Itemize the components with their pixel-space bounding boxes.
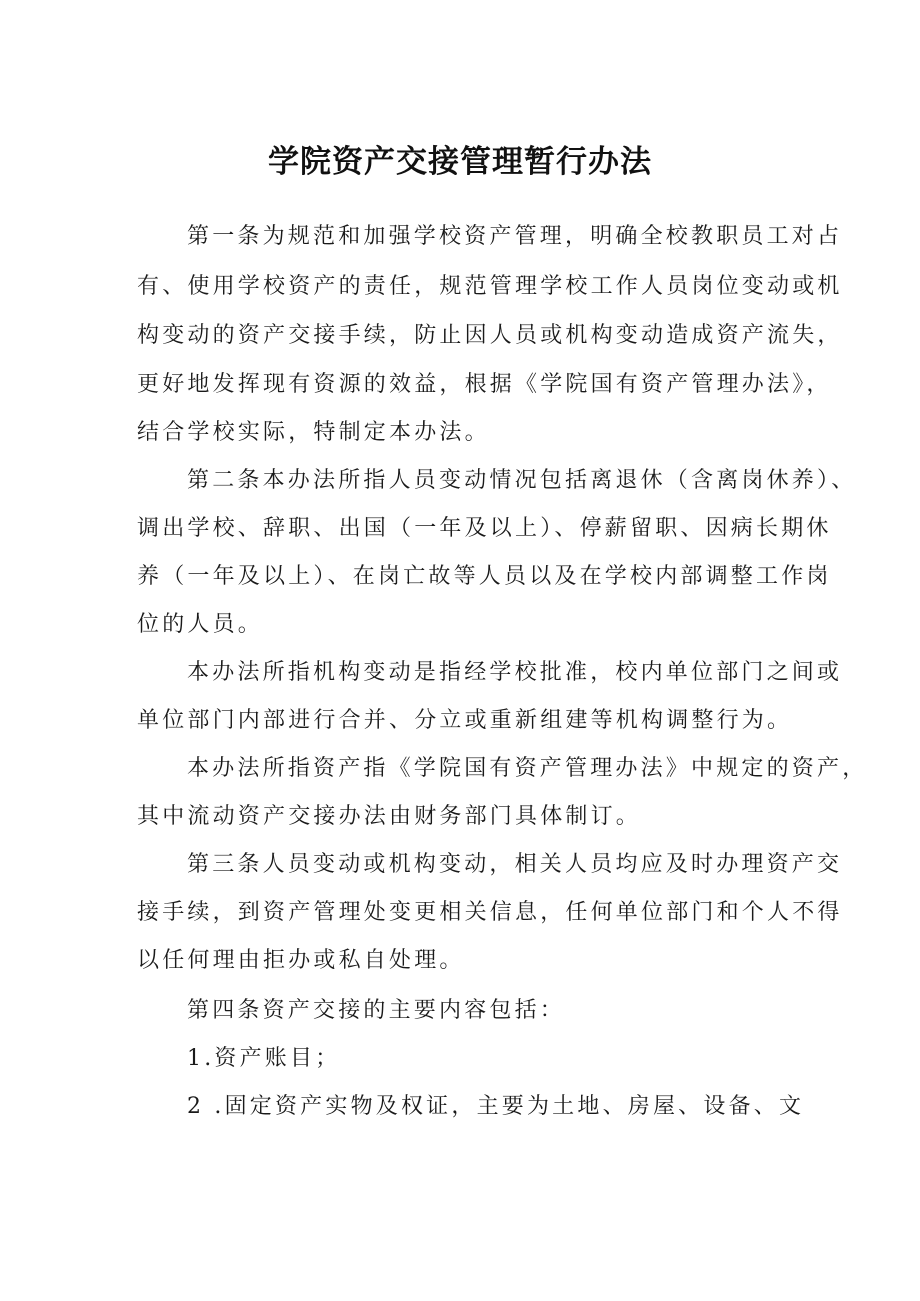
text-line: 本办法所指机构变动是指经学校批准，校内单位部门之间或 bbox=[187, 660, 843, 685]
text-line: 第一条为规范和加强学校资产管理，明确全校教职员工对占 bbox=[187, 224, 843, 249]
text-line: 位的人员。 bbox=[137, 612, 264, 637]
text-line: 本办法所指资产指《学院国有资产管理办法》中规定的资产， bbox=[187, 756, 868, 781]
text-line: 构变动的资产交接手续，防止因人员或机构变动造成资产流失， bbox=[137, 323, 843, 348]
text-line: 第四条资产交接的主要内容包括： bbox=[187, 998, 566, 1023]
text-line: 第三条人员变动或机构变动，相关人员均应及时办理资产交 bbox=[187, 852, 843, 877]
text-line: 其中流动资产交接办法由财务部门具体制订。 bbox=[137, 804, 642, 829]
text-line: 以任何理由拒办或私自处理。 bbox=[137, 948, 465, 973]
text-line: 接手续，到资产管理处变更相关信息，任何单位部门和个人不得 bbox=[137, 900, 843, 925]
text-line: 有、使用学校资产的责任，规范管理学校工作人员岗位变动或机 bbox=[137, 274, 843, 299]
text-line: 结合学校实际，特制定本办法。 bbox=[137, 420, 490, 445]
text-line: 调出学校、辞职、出国（一年及以上）、停薪留职、因病长期休 bbox=[137, 516, 832, 541]
document-title: 学院资产交接管理暂行办法 bbox=[268, 144, 652, 180]
text-line: 单位部门内部进行合并、分立或重新组建等机构调整行为。 bbox=[137, 708, 793, 733]
text-line: 养（一年及以上）、在岗亡故等人员以及在学校内部调整工作岗 bbox=[137, 564, 832, 589]
text-line: 更好地发挥现有资源的效益，根据《学院国有资产管理办法》， bbox=[137, 372, 832, 397]
text-line: 第二条本办法所指人员变动情况包括离退休（含离岗休养）、 bbox=[187, 468, 857, 493]
list-item: 2 .固定资产实物及权证，主要为土地、房屋、设备、文 bbox=[187, 1094, 805, 1119]
list-item: 1.资产账目； bbox=[187, 1046, 341, 1071]
